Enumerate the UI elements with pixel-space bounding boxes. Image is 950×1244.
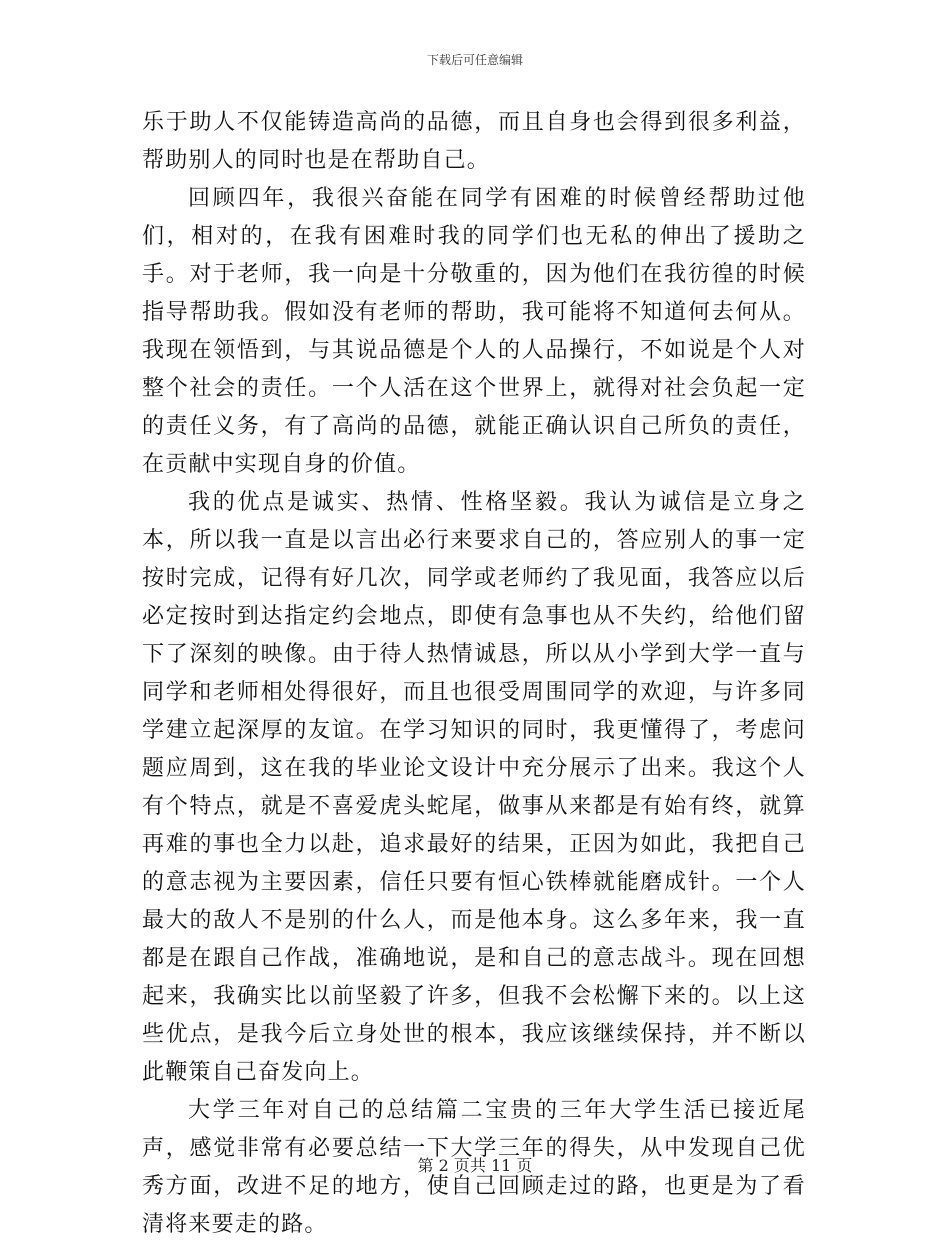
page-footer: 第 2 页共 11 页 <box>417 1156 533 1175</box>
document-body <box>142 104 806 1244</box>
paragraph-3: 我的优点是诚实、热情、性格坚毅。我认为诚信是立身之本，所以我一直是以言出必行来要求自己的，答应别人的事一定按时完成，记得有好几次，同学或老师约了我见面，我答应以后必定按时到达指定约会地点，即使有急事也从不失约，给他们留下了深刻的映像。由于待人热情诚恳，所以从小学到大学一直与同学和老师相处得很好，而且也很受周围同学的欢迎，与许多同学建立起深厚的友谊。在学习知识的同时，我更懂得了，考虑问题应周到，这在我的毕业论文设计中充分展示了出来。我这个人有个特点，就是不喜爱虎头蛇尾，做事从来都是有始有终，就算再难的事也全力以赴，追求最好的结果，正因为如此，我把自己的意志视为主要因素，信任只要有恒心铁棒就能磨成针。一个人最大的敌人不是别的什么人，而是他本身。这么多年来，我一直都是在跟自己作战，准确地说，是和自己的意志战斗。现在回想起来，我确实比以前坚毅了许多，但我不会松懈下来的。以上这些优点，是我今后立身处世的根本，我应该继续保持，并不断以此鞭策自己奋发向上。 <box>142 490 806 1085</box>
paragraph-2: 回顾四年，我很兴奋能在同学有困难的时候曾经帮助过他们，相对的，在我有困难时我的同学们也无私的伸出了援助之手。对于老师，我一向是十分敬重的，因为他们在我彷徨的时候指导帮助我。假如没有老师的帮助，我可能将不知道何去何从。我现在领悟到，与其说品德是个人的人品操行，不如说是个人对整个社会的责任。一个人活在这个世界上，就得对社会负起一定的责任义务，有了高尚的品德，就能正确认识自己所负的责任，在贡献中实现自身的价值。 <box>142 186 806 477</box>
paragraph-1: 乐于助人不仅能铸造高尚的品德，而且自身也会得到很多利益，帮助别人的同时也是在帮助自己。 <box>142 110 806 173</box>
page-header: 下载后可任意编辑 <box>426 53 523 67</box>
paragraph-4: 大学三年对自己的总结篇二宝贵的三年大学生活已接近尾声，感觉非常有必要总结一下大学三年的得失，从中发现自己优秀方面，改进不足的地方，使自己回顾走过的路，也更是为了看清将来要走的路。 <box>142 1098 806 1237</box>
